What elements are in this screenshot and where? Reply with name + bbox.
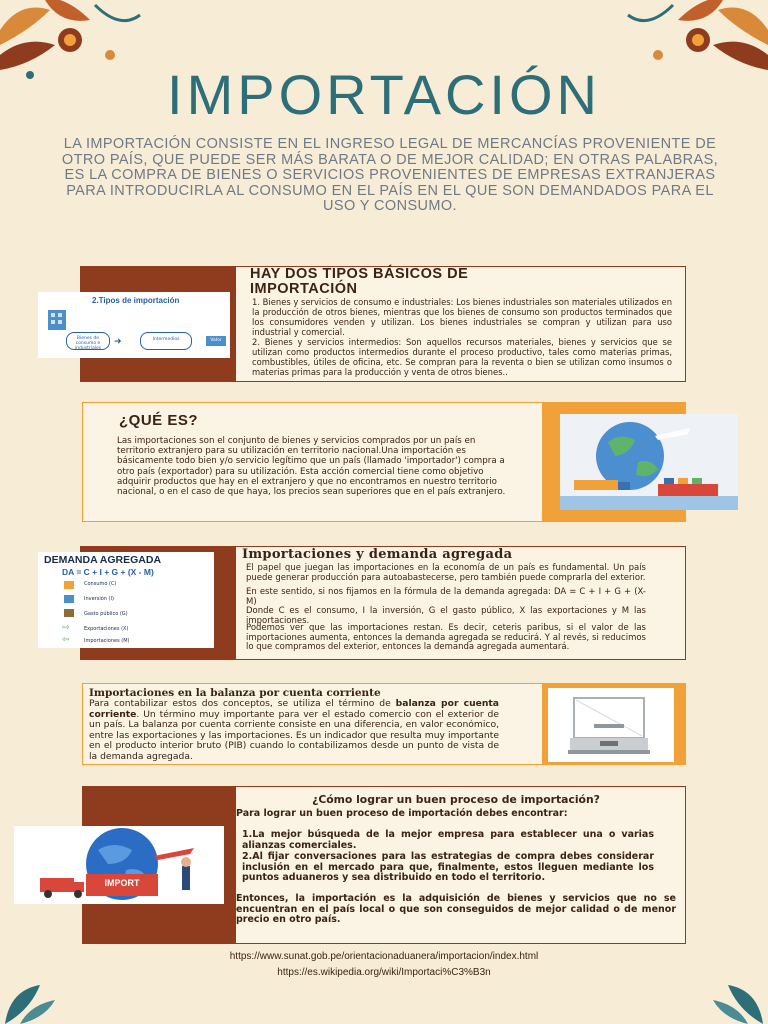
proceso-heading: ¿Cómo lograr un buen proceso de importación?: [312, 793, 600, 806]
tipos-diagram-title: 2.Tipos de importación: [92, 296, 180, 305]
intro-paragraph: LA IMPORTACIÓN CONSISTE EN EL INGRESO LEGAL DE MERCANCÍAS PROVENIENTE DE OTRO PAÍS, QUE PUEDE SER MÁS BARATA O DE MEJOR CALIDAD; EN OTRAS PALABRAS, ES LA COMPRA DE BIENES O SERVICIOS PROVENIENTES DE EMPRESAS EXTRANJERAS PARA INTRODUCIRLA AL CONSUMO EN EL PAÍS EN EL QUE SON DEMANDADOS PARA EL USO Y CONSUMO.: [61, 136, 719, 214]
demanda-diagram-title: DEMANDA AGREGADA: [44, 554, 162, 566]
proceso-item-2: 2.Al fijar conversaciones para las estrategias de compra debes considerar inclusión en el mercado para que, finalmente, estos lleguen mediante los puntos aduaneros y sea distribuido en todo el territorio.: [242, 851, 654, 883]
tipos-diagram-box-2: Intermedios: [140, 332, 192, 350]
import-globe-illustration: [14, 826, 224, 904]
export-arrow-icon: ⇨: [62, 623, 70, 633]
arrow-right-icon: ➜: [114, 337, 122, 347]
lab-balance-illustration: [548, 688, 674, 762]
building-icon: [44, 306, 72, 332]
tipos-item-2: 2. Bienes y servicios intermedios: Son aquellos recursos materiales, bienes y servicios que se utilizan como productos intermedios durante el proceso productivo, tales como materias primas, combustibles, útiles de oficina, etc. Se compran para la reventa o bien se utilizan como insumos o materias primas para la producción y venta de otros bienes..: [252, 337, 672, 377]
factory-icon: [64, 595, 74, 603]
balanza-body-a: Para contabilizar estos dos conceptos, se utiliza el término de: [89, 698, 396, 709]
import-arrow-icon: ⇦: [62, 635, 70, 645]
balance-scale-image: [548, 688, 674, 762]
demanda-p2: En este sentido, si nos fijamos en la fórmula de la demanda agregada: DA = C + I + G + (X-M): [246, 587, 646, 607]
balanza-card: [82, 683, 542, 765]
tipos-diagram-box-3: Valor: [206, 336, 226, 346]
demanda-diagram-formula: DA = C + I + G + (X - M): [62, 567, 154, 577]
demanda-diagram-item-1: Consumo (C): [84, 581, 117, 587]
balanza-body-bold: balanza por cuenta corriente: [89, 698, 499, 720]
shopping-cart-icon: [64, 581, 74, 589]
balanza-body-b: . Un término muy importante para ver el estado comercio con el exterior de un país. La balanza por cuenta corriente consiste en una diferencia, en valor económico, entre las exportaciones y las importaciones. Es un indicador que resulta muy importante en el producto interior bruto (PIB) cuando lo contabilizamos desde un punto de vista de la demanda agregada.: [89, 708, 499, 762]
source-link-sunat[interactable]: https://www.sunat.gob.pe/orientacionaduanera/importacion/index.html: [229, 951, 539, 962]
import-illustration: [14, 826, 224, 904]
tipos-diagram-box-1: Bienes de consumo e industriales: [66, 332, 110, 350]
demanda-diagram-item-2: Inversión (I): [84, 596, 114, 602]
que-es-body: Las importaciones son el conjunto de bienes y servicios comprados por un país en territorio extranjero para su utilización en territorio nacional.Una importación es básicamente todo bien y/o servicio legítimo que un país (llamado 'importador') compra a otro país (exportador) para su utilización. Esta acción comercial tiene como objetivo adquirir productos que hay en el extranjero y que no encontramos en nuestro territorio nacional, o en el caso de que haya, los precios sean superiores que en el país extranjero.: [117, 436, 506, 498]
tipos-diagram: [38, 292, 230, 358]
demanda-diagram: [38, 552, 214, 648]
demanda-diagram-item-5: Importaciones (M): [84, 638, 130, 644]
proceso-conclusion: Entonces, la importación es la adquisición de bienes y servicios que no se encuentran en el país local o que son conseguidos de mejor calidad o de menor precio en otro país.: [236, 893, 676, 925]
tipos-card: [236, 266, 686, 382]
que-es-heading: ¿QUÉ ES?: [119, 412, 199, 429]
demanda-diagram-item-3: Gasto público (G): [84, 611, 128, 617]
leaf-corner-bottom-left: [0, 980, 60, 1024]
que-es-card: [82, 402, 542, 522]
demanda-heading: Importaciones y demanda agregada: [242, 547, 513, 562]
demanda-diagram-item-4: Exportaciones (X): [84, 626, 129, 632]
page-title: IMPORTACIÓN: [167, 63, 601, 126]
import-label: IMPORT: [104, 878, 140, 888]
demanda-card: [236, 546, 686, 660]
balanza-heading: Importaciones en la balanza por cuenta corriente: [89, 687, 381, 699]
tipos-heading: HAY DOS TIPOS BÁSICOS DE IMPORTACIÓN: [250, 266, 469, 297]
proceso-intro: Para lograr un buen proceso de importación debes encontrar:: [236, 808, 568, 819]
balanza-body: [89, 699, 499, 763]
demanda-p1: El papel que juegan las importaciones en la economía de un país es fundamental. Un país puede generar producción para autoabastecerse, pero también puede comprarla del exterior.: [246, 563, 646, 583]
demanda-p4: Podemos ver que las importaciones restan. Es decir, ceteris paribus, si el valor de las importaciones aumenta, entonces la demanda agregada se reducirá. Y al revés, si reducimos lo que compramos del exterior, entonces la demanda agregada aumentará.: [246, 623, 646, 653]
proceso-item-1: 1.La mejor búsqueda de la mejor empresa para establecer una o varias alianzas comerciales.: [242, 829, 654, 851]
globe-cargo-illustration: [560, 414, 738, 510]
demanda-p3: Donde C es el consumo, I la inversión, G el gasto público, X las exportaciones y M las importaciones.: [246, 606, 646, 626]
tipos-item-1: 1. Bienes y servicios de consumo e industriales: Los bienes industriales son materiales utilizados en la producción de otros bienes, mientras que los bienes de consumo son productos terminados que los consumidores venden y utilizan. Los bienes industriales se compran y utilizan para uso industrial y comercial.: [252, 297, 672, 337]
government-icon: [64, 609, 74, 617]
leaf-corner-bottom-right: [690, 980, 768, 1024]
source-link-wikipedia[interactable]: https://es.wikipedia.org/wiki/Importaci%C3%B3n: [277, 967, 491, 978]
proceso-card: [236, 786, 686, 944]
shipping-globe-image: [560, 414, 738, 510]
